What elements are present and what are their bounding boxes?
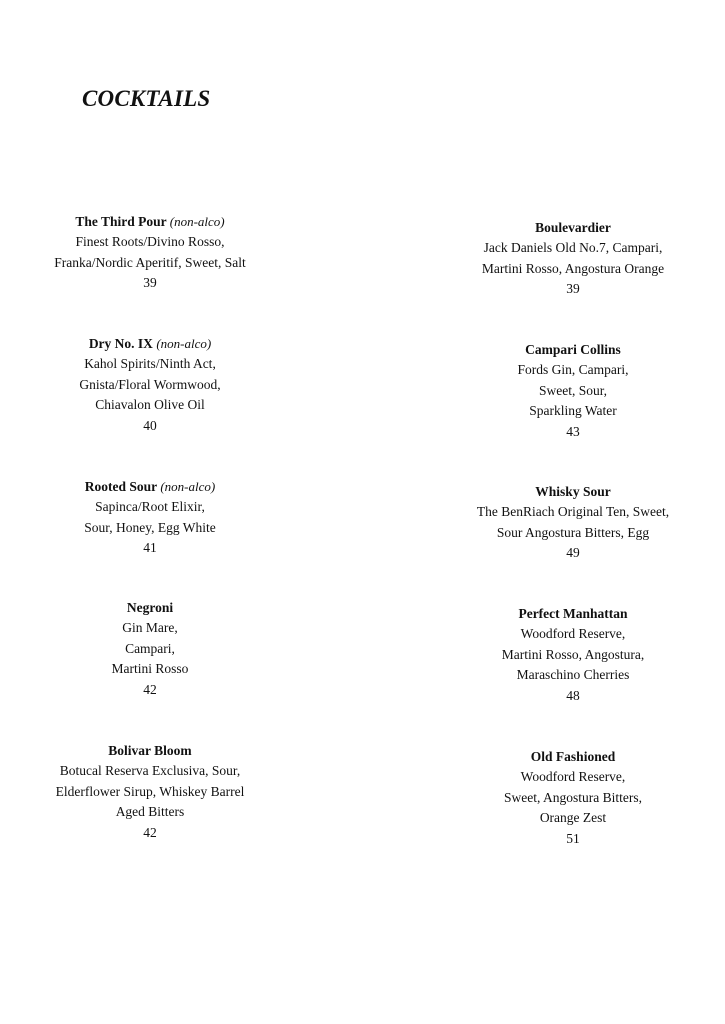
item-ingredients: Woodford Reserve, (520, 769, 626, 785)
menu-item (423, 604, 723, 706)
item-name: Old Fashioned (530, 749, 616, 764)
item-ingredients: Kahol Spirits/Ninth Act, (84, 356, 216, 372)
item-price: 42 (143, 681, 157, 697)
item-title (0, 212, 300, 232)
item-note: (non-alco) (160, 479, 216, 494)
item-ingredients: Orange Zest (539, 810, 607, 826)
item-ingredients: Martini Rosso, Angostura, (501, 646, 645, 662)
item-name: Perfect Manhattan (518, 606, 628, 621)
item-price: 41 (143, 540, 157, 556)
menu-item (0, 334, 300, 436)
item-price: 49 (566, 545, 580, 561)
menu-item (0, 741, 300, 843)
item-ingredients: Sour Angostura Bitters, Egg (496, 524, 650, 540)
item-ingredients: Maraschino Cherries (516, 667, 630, 683)
item-ingredients: Franka/Nordic Aperitif, Sweet, Salt (54, 254, 246, 270)
item-name: Negroni (126, 600, 174, 615)
menu-item (423, 340, 723, 442)
item-ingredients: Campari, (125, 640, 175, 656)
item-title (0, 477, 300, 497)
item-name: Dry No. IX (88, 336, 153, 351)
item-ingredients: Fords Gin, Campari, (517, 362, 629, 378)
menu-item (0, 598, 300, 700)
item-name: Campari Collins (525, 342, 621, 357)
item-ingredients: Elderflower Sirup, Whiskey Barrel (55, 783, 245, 799)
item-name: Boulevardier (535, 220, 611, 235)
item-price: 43 (566, 423, 580, 439)
item-ingredients: Botucal Reserva Exclusiva, Sour, (59, 763, 241, 779)
item-title (0, 741, 300, 761)
item-price: 40 (143, 417, 157, 433)
item-title (423, 340, 723, 360)
item-ingredients: Sparkling Water (529, 403, 617, 419)
item-note: (non-alco) (169, 214, 225, 229)
item-title (423, 604, 723, 624)
item-ingredients: Aged Bitters (115, 804, 185, 820)
item-ingredients: Sweet, Angostura Bitters, (504, 789, 642, 805)
item-ingredients: Jack Daniels Old No.7, Campari, (483, 240, 663, 256)
item-ingredients: Finest Roots/Divino Rosso, (75, 234, 225, 250)
item-name: Whisky Sour (535, 484, 611, 499)
item-ingredients: Sapinca/Root Elixir, (95, 499, 205, 515)
item-ingredients: Sweet, Sour, (538, 382, 608, 398)
item-price: 39 (566, 281, 580, 297)
item-title (0, 598, 300, 618)
item-name: The Third Pour (75, 214, 167, 229)
item-title (0, 334, 300, 354)
item-ingredients: Woodford Reserve, (520, 626, 626, 642)
menu-item (0, 212, 300, 294)
item-ingredients: Chiavalon Olive Oil (95, 397, 205, 413)
item-ingredients: Gin Mare, (122, 620, 178, 636)
menu-item (423, 747, 723, 849)
item-title (423, 218, 723, 238)
item-ingredients: Martini Rosso, Angostura Orange (481, 260, 665, 276)
item-title (423, 747, 723, 767)
item-price: 39 (143, 275, 157, 291)
item-ingredients: Martini Rosso (111, 661, 189, 677)
item-price: 42 (143, 824, 157, 840)
item-price: 51 (566, 830, 580, 846)
item-price: 48 (566, 687, 580, 703)
page-title: COCKTAILS (82, 86, 211, 111)
item-ingredients: The BenRiach Original Ten, Sweet, (476, 504, 670, 520)
item-ingredients: Gnista/Floral Wormwood, (79, 376, 221, 392)
item-title (423, 482, 723, 502)
item-ingredients: Sour, Honey, Egg White (84, 519, 216, 535)
item-name: Bolivar Bloom (108, 743, 192, 758)
menu-item (0, 477, 300, 559)
menu-item (423, 482, 723, 564)
menu-item (423, 218, 723, 300)
item-note: (non-alco) (156, 336, 212, 351)
item-name: Rooted Sour (84, 479, 157, 494)
